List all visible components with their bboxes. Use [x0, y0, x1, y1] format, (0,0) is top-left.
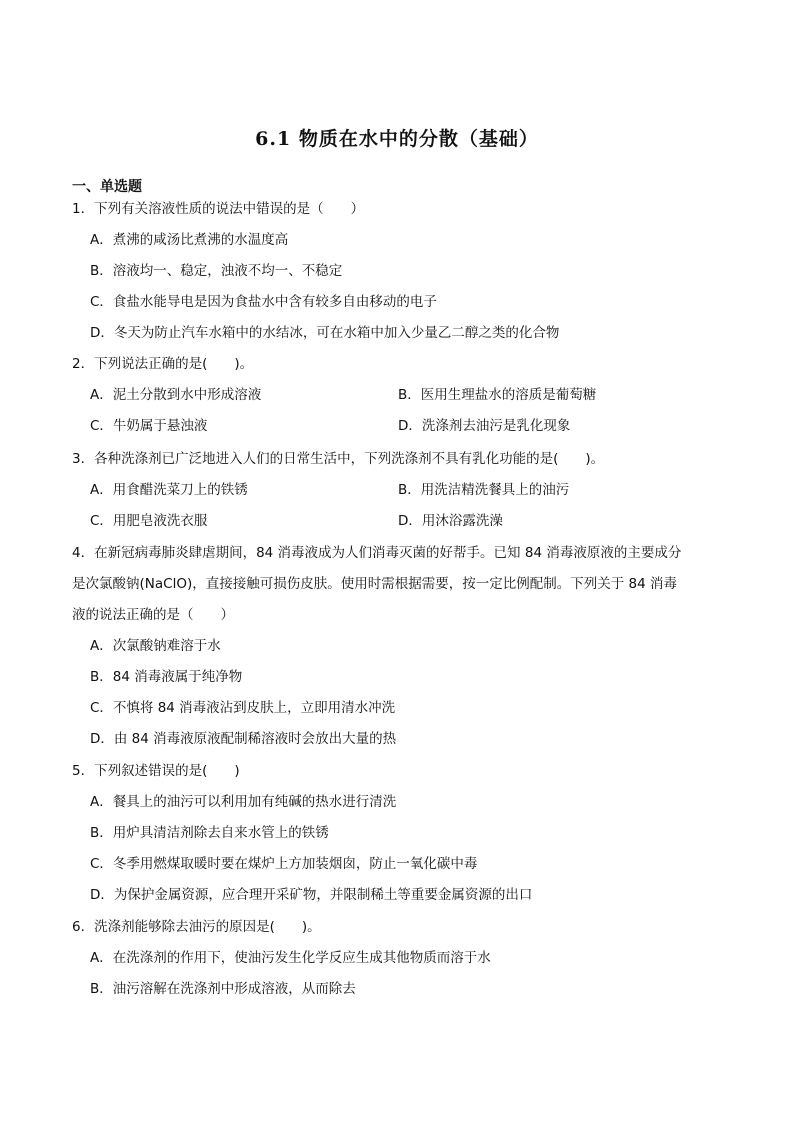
question-6-option-b: B．油污溶解在洗涤剂中形成溶液，从而除去: [90, 981, 356, 997]
question-4-option-c: C．不慎将 84 消毒液沾到皮肤上，立即用清水冲洗: [90, 700, 396, 716]
question-3-option-c: C．用肥皂液洗衣服: [90, 513, 208, 529]
page-title: 6.1 物质在水中的分散（基础）: [255, 128, 539, 150]
question-2-option-d: D．洗涤剂去油污是乳化现象: [398, 418, 571, 434]
question-6-stem: 6．洗涤剂能够除去油污的原因是( )。: [72, 919, 321, 935]
question-5-option-d: D．为保护金属资源，应合理开采矿物，并限制稀土等重要金属资源的出口: [90, 887, 533, 903]
question-5-option-c: C．冬季用燃煤取暖时要在煤炉上方加装烟囱，防止一氧化碳中毒: [90, 856, 478, 872]
question-4-stem-line-2: 是次氯酸钠(NaClO)，直接接触可损伤皮肤。使用时需根据需要，按一定比例配制。下列关于 84 消毒: [72, 576, 677, 592]
question-3-stem: 3．各种洗涤剂已广泛地进入人们的日常生活中，下列洗涤剂不具有乳化功能的是( )。: [72, 451, 605, 467]
question-2-option-b: B．医用生理盐水的溶质是葡萄糖: [398, 387, 597, 403]
question-4-stem-line-3: 液的说法正确的是（ ）: [72, 607, 234, 623]
question-1-stem: 1．下列有关溶液性质的说法中错误的是（ ）: [72, 201, 365, 217]
question-6-option-a: A．在洗涤剂的作用下，使油污发生化学反应生成其他物质而溶于水: [90, 950, 491, 966]
question-4-option-d: D．由 84 消毒液原液配制稀溶液时会放出大量的热: [90, 731, 397, 747]
question-4-stem-line-1: 4．在新冠病毒肺炎肆虐期间，84 消毒液成为人们消毒灭菌的好帮手。已知 84 消毒液原液的主要成分: [72, 545, 682, 561]
section-heading: 一、单选题: [72, 179, 142, 195]
question-1-option-b: B．溶液均一、稳定，浊液不均一、不稳定: [90, 263, 343, 279]
question-2-option-c: C．牛奶属于悬浊液: [90, 418, 208, 434]
question-5-stem: 5．下列叙述错误的是( ): [72, 763, 240, 779]
question-3-option-b: B．用洗洁精洗餐具上的油污: [398, 482, 570, 498]
question-3-option-d: D．用沐浴露洗澡: [398, 513, 503, 529]
question-4-option-b: B．84 消毒液属于纯净物: [90, 669, 243, 685]
question-3-option-a: A．用食醋洗菜刀上的铁锈: [90, 482, 248, 498]
question-5-option-b: B．用炉具清洁剂除去自来水管上的铁锈: [90, 825, 329, 841]
question-4-option-a: A．次氯酸钠难溶于水: [90, 638, 221, 654]
question-1-option-c: C．食盐水能导电是因为食盐水中含有较多自由移动的电子: [90, 294, 437, 310]
question-2-stem: 2．下列说法正确的是( )。: [72, 356, 254, 372]
question-1-option-d: D．冬天为防止汽车水箱中的水结冰，可在水箱中加入少量乙二醇之类的化合物: [90, 325, 560, 341]
question-2-option-a: A．泥土分散到水中形成溶液: [90, 387, 262, 403]
question-1-option-a: A．煮沸的咸汤比煮沸的水温度高: [90, 232, 289, 248]
question-5-option-a: A．餐具上的油污可以利用加有纯碱的热水进行清洗: [90, 794, 397, 810]
